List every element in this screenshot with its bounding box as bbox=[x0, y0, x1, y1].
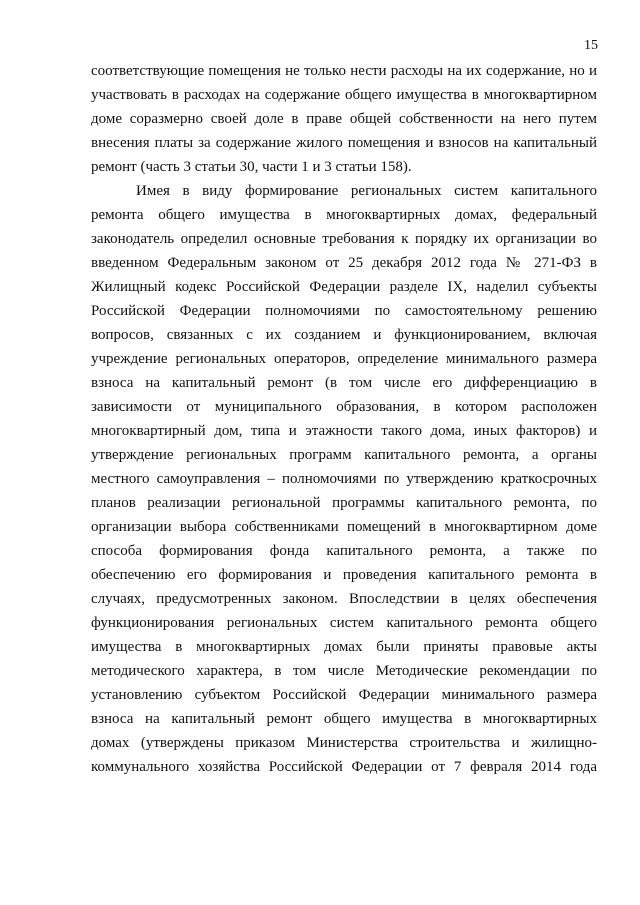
paragraph bbox=[91, 59, 597, 179]
text-line: участвовать в расходах на содержание общего имущества в многоквартирном bbox=[91, 87, 597, 103]
text-line: введенном Федеральным законом от 25 декабря 2012 года № 271-ФЗ в bbox=[91, 255, 597, 271]
text-line: вопросов, связанных с их созданием и функционированием, включая bbox=[91, 327, 597, 343]
text-line: Жилищный кодекс Российской Федерации разделе IX, наделил субъекты bbox=[91, 279, 597, 295]
text-line: взноса на капитальный ремонт (в том числе его дифференциацию в bbox=[91, 375, 597, 391]
paragraph bbox=[91, 179, 597, 779]
text-line: ремонт (часть 3 статьи 30, части 1 и 3 статьи 158). bbox=[91, 159, 412, 175]
text-line: способа формирования фонда капитального ремонта, а также по bbox=[91, 543, 597, 559]
text-line: установлению субъектом Российской Федерации минимального размера bbox=[91, 687, 597, 703]
text-line: случаях, предусмотренных законом. Впоследствии в целях обеспечения bbox=[91, 591, 597, 607]
text-line: домах (утверждены приказом Министерства строительства и жилищно- bbox=[91, 735, 597, 751]
text-line: коммунального хозяйства Российской Федерации от 7 февраля 2014 года bbox=[91, 759, 597, 775]
text-line: внесения платы за содержание жилого помещения и взносов на капитальный bbox=[91, 135, 597, 151]
text-line: функционирования региональных систем капитального ремонта общего bbox=[91, 615, 597, 631]
text-line: доме соразмерно своей доле в праве общей собственности на него путем bbox=[91, 111, 597, 127]
page-number: 15 bbox=[584, 38, 598, 53]
text-line: Имея в виду формирование региональных систем капитального bbox=[136, 183, 597, 199]
text-line: обеспечению его формирования и проведения капитального ремонта в bbox=[91, 567, 597, 583]
text-line: многоквартирный дом, типа и этажности такого дома, иных факторов) и bbox=[91, 423, 597, 439]
text-line: взноса на капитальный ремонт общего имущества в многоквартирных bbox=[91, 711, 597, 727]
text-line: соответствующие помещения не только нести расходы на их содержание, но и bbox=[91, 63, 597, 79]
text-line: планов реализации региональной программы капитального ремонта, по bbox=[91, 495, 597, 511]
text-line: учреждение региональных операторов, определение минимального размера bbox=[91, 351, 597, 367]
text-line: зависимости от муниципального образования, в котором расположен bbox=[91, 399, 597, 415]
text-line: организации выбора собственниками помещений в многоквартирном доме bbox=[91, 519, 597, 535]
text-line: законодатель определил основные требования к порядку их организации во bbox=[91, 231, 597, 247]
text-line: методического характера, в том числе Методические рекомендации по bbox=[91, 663, 597, 679]
text-line: утверждение региональных программ капитального ремонта, а органы bbox=[91, 447, 597, 463]
text-line: ремонта общего имущества в многоквартирных домах, федеральный bbox=[91, 207, 597, 223]
body-text bbox=[91, 59, 597, 779]
text-line: местного самоуправления – полномочиями по утверждению краткосрочных bbox=[91, 471, 597, 487]
text-line: Российской Федерации полномочиями по самостоятельному решению bbox=[91, 303, 597, 319]
text-line: имущества в многоквартирных домах были приняты правовые акты bbox=[91, 639, 597, 655]
